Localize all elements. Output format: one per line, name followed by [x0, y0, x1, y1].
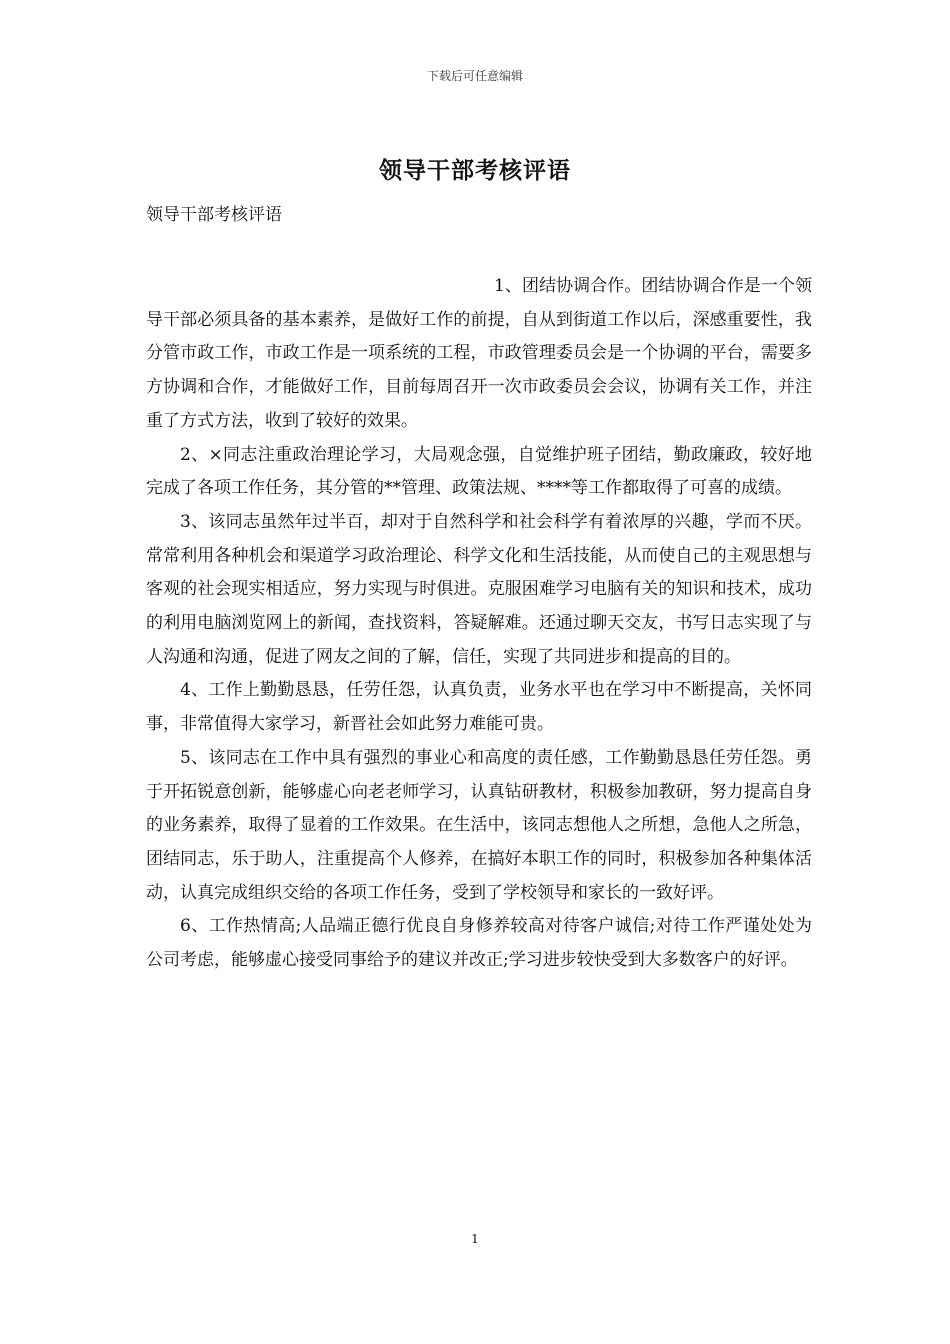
- document-title: 领导干部考核评语: [379, 157, 571, 184]
- paragraph-5: 5、该同志在工作中具有强烈的事业心和高度的责任感，工作勤勤恳恳任劳任怨。勇于开拓锐意创新，能够虚心向老老师学习，认真钻研教材，积极参加教研，努力提高自身的业务素养，取得了显着的工作效果。在生活中，该同志想他人之所想，急他人之所急，团结同志，乐于助人，注重提高个人修养，在搞好本职工作的同时，积极参加各种集体活动，认真完成组织交给的各项工作任务，受到了学校领导和家长的一致好评。: [146, 747, 812, 903]
- paragraph-2: 2、×同志注重政治理论学习，大局观念强，自觉维护班子团结，勤政廉政，较好地完成了各项工作任务，其分管的**管理、政策法规、****等工作都取得了可喜的成绩。: [146, 444, 812, 499]
- document-body: [146, 270, 812, 978]
- paragraph-3: 3、该同志虽然年过半百，却对于自然科学和社会科学有着浓厚的兴趣，学而不厌。常常利用各种机会和渠道学习政治理论、科学文化和生活技能，从而使自己的主观思想与客观的社会现实相适应，努力实现与时俱进。克服困难学习电脑有关的知识和技术，成功的利用电脑浏览网上的新闻，查找资料，答疑解难。还通过聊天交友，书写日志实现了与人沟通和沟通，促进了网友之间的了解，信任，实现了共同进步和提高的目的。: [146, 511, 812, 667]
- paragraph-4: 4、工作上勤勤恳恳，任劳任怨，认真负责，业务水平也在学习中不断提高，关怀同事，非常值得大家学习，新晋社会如此努力难能可贵。: [146, 680, 812, 735]
- paragraph-6: 6、工作热情高;人品端正德行优良自身修养较高对待客户诚信;对待工作严谨处处为公司考虑，能够虚心接受同事给予的建议并改正;学习进步较快受到大多数客户的好评。: [146, 916, 812, 971]
- page-number: 1: [471, 1232, 479, 1246]
- document-subtitle: 领导干部考核评语: [146, 205, 282, 225]
- header-note: 下载后可任意编辑: [426, 69, 523, 83]
- paragraph-1: 1、团结协调合作。团结协调合作是一个领导干部必须具备的基本素养，是做好工作的前提，自从到街道工作以后，深感重要性，我分管市政工作，市政工作是一项系统的工程，市政管理委员会是一个协调的平台，需要多方协调和合作，才能做好工作，目前每周召开一次市政委员会会议，协调有关工作，并注重了方式方法，收到了较好的效果。: [146, 276, 812, 431]
